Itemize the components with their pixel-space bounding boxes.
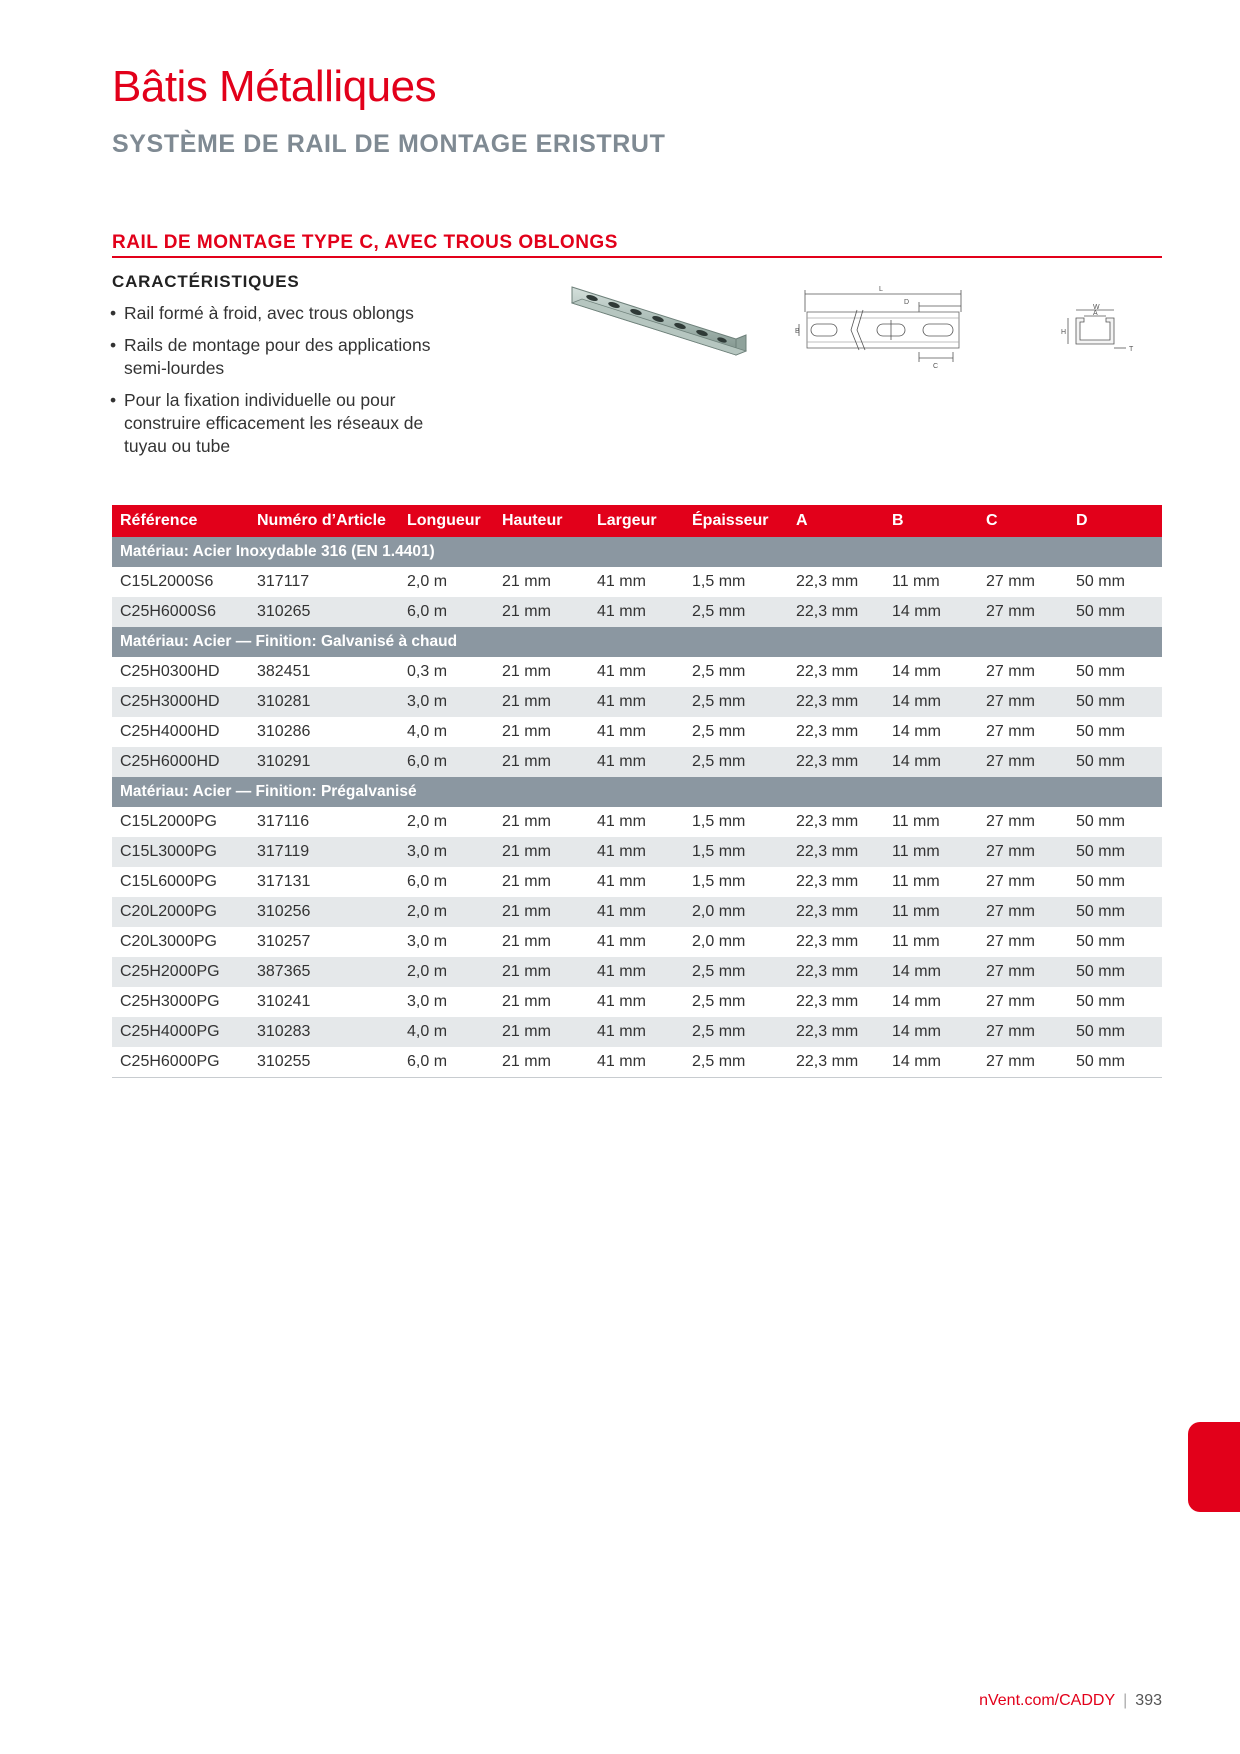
table-cell: 41 mm	[589, 747, 684, 777]
table-cell: 310241	[257, 993, 311, 1010]
table-cell: 22,3 mm	[788, 1047, 884, 1078]
table-cell: 21 mm	[494, 747, 589, 777]
table-cell: 2,5 mm	[684, 1047, 788, 1078]
table-row	[112, 747, 1162, 777]
table-cell: 21 mm	[502, 813, 551, 830]
table-header-row	[112, 505, 1162, 537]
table-row	[112, 1017, 1162, 1047]
table-cell: C25H6000PG	[112, 1047, 249, 1078]
table-cell: 50 mm	[1076, 993, 1125, 1010]
table-cell: 27 mm	[978, 687, 1068, 717]
table-cell: 50 mm	[1076, 933, 1125, 950]
material-group-row	[112, 537, 1162, 567]
dim-label-t: T	[1129, 346, 1134, 353]
table-cell: C15L2000PG	[120, 813, 217, 830]
table-row	[112, 687, 1162, 717]
table-cell: 310255	[249, 1047, 399, 1078]
table-cell: 22,3 mm	[796, 813, 859, 830]
table-cell: 22,3 mm	[788, 1017, 884, 1047]
table-cell: 2,0 m	[407, 813, 448, 830]
table-cell: 50 mm	[1068, 1017, 1162, 1047]
table-cell: 41 mm	[597, 663, 646, 680]
table-cell: 14 mm	[884, 687, 978, 717]
table-cell: 11 mm	[892, 873, 940, 890]
table-cell: 6,0 m	[399, 597, 494, 627]
section-title: RAIL DE MONTAGE TYPE C, AVEC TROUS OBLONGS	[112, 232, 618, 253]
col-header: Épaisseur	[684, 505, 788, 537]
table-cell: 27 mm	[986, 723, 1035, 740]
features-list	[108, 302, 468, 467]
col-header: A	[788, 505, 884, 537]
table-cell: 21 mm	[494, 1047, 589, 1078]
material-group-row	[112, 777, 1162, 807]
table-cell: 21 mm	[502, 993, 551, 1010]
table-cell: 6,0 m	[399, 747, 494, 777]
table-cell: 21 mm	[494, 1017, 589, 1047]
table-cell: 21 mm	[494, 957, 589, 987]
table-cell: 11 mm	[884, 837, 978, 867]
table-cell: 310291	[249, 747, 399, 777]
table-cell: 50 mm	[1068, 597, 1162, 627]
table-cell: 0,3 m	[407, 663, 448, 680]
table-cell: 3,0 m	[407, 993, 448, 1010]
table-cell: 50 mm	[1068, 687, 1162, 717]
col-header: Hauteur	[494, 505, 589, 537]
table-cell: 27 mm	[978, 897, 1068, 927]
material-group-label: Matériau: Acier — Finition: Galvanisé à chaud	[112, 627, 1162, 657]
table-cell: 317119	[249, 837, 399, 867]
table-cell: C15L6000PG	[120, 873, 217, 890]
dim-label-c: C	[933, 363, 939, 370]
table-cell: 4,0 m	[399, 1017, 494, 1047]
table-cell: 50 mm	[1068, 747, 1162, 777]
footer-separator: |	[1123, 1692, 1128, 1709]
table-cell: 21 mm	[502, 873, 551, 890]
table-cell: 41 mm	[589, 597, 684, 627]
table-cell: 21 mm	[502, 663, 551, 680]
table-cell: 6,0 m	[407, 873, 448, 890]
cross-section-drawing	[1060, 304, 1140, 354]
table-cell: C25H3000PG	[120, 993, 220, 1010]
table-cell: 1,5 mm	[692, 573, 746, 590]
table-cell: 41 mm	[597, 933, 646, 950]
table-cell: 27 mm	[978, 837, 1068, 867]
table-cell: 41 mm	[589, 1017, 684, 1047]
table-row	[112, 807, 1162, 837]
table-cell: 22,3 mm	[788, 597, 884, 627]
table-cell: 2,0 m	[407, 573, 448, 590]
table-cell: 41 mm	[589, 687, 684, 717]
page-number: 393	[1135, 1692, 1162, 1709]
table-cell: C25H4000HD	[120, 723, 220, 740]
table-cell: 27 mm	[978, 957, 1068, 987]
table-cell: C25H3000HD	[112, 687, 249, 717]
table-cell: C25H0300HD	[120, 663, 220, 680]
table-cell: 14 mm	[884, 747, 978, 777]
table-cell: 3,0 m	[407, 933, 448, 950]
col-header: Longueur	[399, 505, 494, 537]
table-cell: 22,3 mm	[788, 747, 884, 777]
table-cell: 41 mm	[597, 993, 646, 1010]
table-cell: 22,3 mm	[788, 837, 884, 867]
col-header: C	[978, 505, 1068, 537]
table-cell: 382451	[257, 663, 311, 680]
table-cell: 22,3 mm	[796, 993, 859, 1010]
table-cell: 27 mm	[978, 1047, 1068, 1078]
col-header: Référence	[112, 505, 249, 537]
feature-item: • Rail formé à froid, avec trous oblongs	[108, 302, 468, 325]
table-row	[112, 657, 1162, 687]
table-cell: 2,0 mm	[684, 897, 788, 927]
table-cell: 317116	[257, 813, 310, 830]
table-cell: 310281	[249, 687, 399, 717]
table-cell: 27 mm	[986, 933, 1035, 950]
table-cell: 14 mm	[884, 597, 978, 627]
table-cell: 14 mm	[884, 1047, 978, 1078]
table-cell: 50 mm	[1076, 813, 1125, 830]
product-table	[112, 505, 1162, 1078]
table-cell: 22,3 mm	[796, 873, 859, 890]
dim-label-w: W	[1093, 304, 1100, 311]
table-cell: C25H2000PG	[112, 957, 249, 987]
table-row	[112, 717, 1162, 747]
dim-label-h: H	[1061, 329, 1067, 336]
table-cell: 2,0 m	[399, 897, 494, 927]
table-cell: 27 mm	[986, 993, 1035, 1010]
table-cell: 27 mm	[986, 663, 1035, 680]
table-cell: 21 mm	[502, 573, 551, 590]
table-cell: 14 mm	[892, 993, 941, 1010]
table-cell: 317131	[257, 873, 311, 890]
table-cell: 14 mm	[892, 663, 941, 680]
section-divider	[112, 256, 1162, 258]
table-cell: 27 mm	[978, 747, 1068, 777]
table-cell: 387365	[249, 957, 399, 987]
table-cell: 11 mm	[892, 573, 940, 590]
table-cell: C25H4000PG	[112, 1017, 249, 1047]
table-row	[112, 957, 1162, 987]
table-cell: 41 mm	[589, 837, 684, 867]
table-cell: 14 mm	[892, 723, 941, 740]
table-row	[112, 1047, 1162, 1078]
table-row	[112, 897, 1162, 927]
col-header: D	[1068, 505, 1162, 537]
table-cell: 1,5 mm	[684, 837, 788, 867]
table-row	[112, 987, 1162, 1017]
dim-label-b: B	[795, 328, 800, 335]
dim-label-l: L	[879, 286, 883, 293]
table-cell: 41 mm	[589, 957, 684, 987]
table-cell: 317117	[257, 573, 310, 590]
material-group-label: Matériau: Acier Inoxydable 316 (EN 1.4401)	[112, 537, 1162, 567]
table-cell: 50 mm	[1076, 873, 1125, 890]
table-cell: C25H6000HD	[112, 747, 249, 777]
table-cell: 27 mm	[986, 873, 1035, 890]
table-cell: 50 mm	[1076, 573, 1125, 590]
table-cell: 41 mm	[597, 813, 646, 830]
table-row	[112, 927, 1162, 957]
table-cell: 41 mm	[589, 1047, 684, 1078]
page-subtitle: SYSTÈME DE RAIL DE MONTAGE ERISTRUT	[112, 130, 666, 158]
table-cell: C15L2000S6	[120, 573, 214, 590]
table-cell: 11 mm	[892, 933, 940, 950]
table-cell: 2,5 mm	[684, 687, 788, 717]
table-cell: 41 mm	[597, 573, 646, 590]
table-cell: 50 mm	[1068, 1047, 1162, 1078]
table-cell: 310256	[249, 897, 399, 927]
table-cell: 4,0 m	[407, 723, 448, 740]
table-cell: 2,5 mm	[692, 723, 746, 740]
page-footer	[979, 1692, 1162, 1710]
table-cell: 2,5 mm	[684, 1017, 788, 1047]
table-cell: 3,0 m	[399, 687, 494, 717]
chapter-tab	[1188, 1422, 1240, 1512]
features-heading: CARACTÉRISTIQUES	[112, 272, 300, 291]
rail-product-image	[570, 285, 750, 365]
page-title: Bâtis Métalliques	[112, 62, 437, 111]
table-cell: 27 mm	[978, 597, 1068, 627]
col-header: Numéro d’Article	[249, 505, 399, 537]
table-cell: 11 mm	[884, 897, 978, 927]
table-cell: 6,0 m	[399, 1047, 494, 1078]
table-cell: C20L2000PG	[112, 897, 249, 927]
table-cell: 27 mm	[986, 573, 1035, 590]
table-cell: 41 mm	[597, 873, 646, 890]
table-cell: 50 mm	[1068, 837, 1162, 867]
table-cell: 21 mm	[494, 897, 589, 927]
table-cell: 27 mm	[978, 1017, 1068, 1047]
table-cell: 310286	[257, 723, 311, 740]
material-group-row	[112, 627, 1162, 657]
table-cell: C15L3000PG	[112, 837, 249, 867]
table-cell: 27 mm	[986, 813, 1035, 830]
table-cell: 2,5 mm	[692, 663, 746, 680]
feature-item: • Pour la fixation individuelle ou pour construire efficacement les réseaux de tuyau ou tube	[108, 389, 468, 458]
table-cell: 21 mm	[502, 933, 551, 950]
table-row	[112, 597, 1162, 627]
table-cell: 22,3 mm	[788, 957, 884, 987]
table-cell: 22,3 mm	[796, 723, 859, 740]
table-cell: 41 mm	[597, 723, 646, 740]
table-cell: 2,5 mm	[684, 597, 788, 627]
table-cell: 41 mm	[589, 897, 684, 927]
col-header: Largeur	[589, 505, 684, 537]
table-cell: C25H6000S6	[112, 597, 249, 627]
table-cell: 50 mm	[1076, 663, 1125, 680]
table-cell: 22,3 mm	[788, 897, 884, 927]
feature-item: • Rails de montage pour des applications semi-lourdes	[108, 334, 468, 380]
table-cell: 2,5 mm	[692, 993, 746, 1010]
table-cell: 22,3 mm	[788, 687, 884, 717]
dim-label-a: A	[1093, 310, 1098, 317]
table-cell: 310257	[257, 933, 311, 950]
table-cell: 1,5 mm	[692, 873, 746, 890]
table-cell: 2,5 mm	[684, 957, 788, 987]
table-cell: 310265	[249, 597, 399, 627]
table-cell: 21 mm	[494, 837, 589, 867]
table-cell: 3,0 m	[399, 837, 494, 867]
dim-label-d: D	[904, 299, 910, 306]
table-cell: 14 mm	[884, 1017, 978, 1047]
col-header: B	[884, 505, 978, 537]
table-cell: 21 mm	[502, 723, 551, 740]
table-cell: 11 mm	[892, 813, 940, 830]
table-cell: 2,5 mm	[684, 747, 788, 777]
dimension-drawing	[795, 286, 975, 374]
table-cell: 50 mm	[1068, 957, 1162, 987]
table-cell: 14 mm	[884, 957, 978, 987]
table-cell: 310283	[249, 1017, 399, 1047]
material-group-label: Matériau: Acier — Finition: Prégalvanisé	[112, 777, 1162, 807]
table-cell: 2,0 mm	[692, 933, 746, 950]
table-cell: 22,3 mm	[796, 573, 859, 590]
table-row	[112, 837, 1162, 867]
table-cell: 22,3 mm	[796, 663, 859, 680]
table-cell: 1,5 mm	[692, 813, 746, 830]
table-cell: 21 mm	[494, 687, 589, 717]
table-cell: 22,3 mm	[796, 933, 859, 950]
table-cell: 21 mm	[494, 597, 589, 627]
table-body	[112, 537, 1162, 1078]
table-row	[112, 867, 1162, 897]
table-cell: C20L3000PG	[120, 933, 217, 950]
table-cell: 50 mm	[1068, 897, 1162, 927]
table-cell: 50 mm	[1076, 723, 1125, 740]
table-row	[112, 567, 1162, 597]
footer-site: nVent.com/CADDY	[979, 1692, 1116, 1709]
table-cell: 2,0 m	[399, 957, 494, 987]
